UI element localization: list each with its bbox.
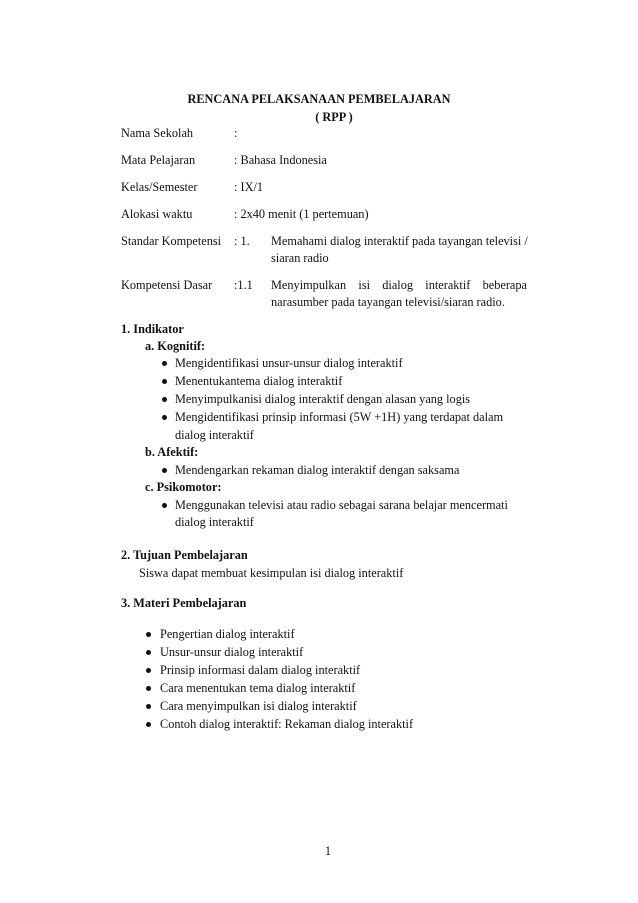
document-title: RENCANA PELAKSANAAN PEMBELAJARAN — [187, 92, 451, 106]
kognitif-item: Menyimpulkanisi dialog interaktif dengan alasan yang logis — [175, 392, 471, 406]
tujuan-text: Siswa dapat membuat kesimpulan isi dialog interaktif — [139, 566, 404, 580]
kognitif-item: Mengidentifikasi prinsip informasi (5W +1H) yang terdapat dalam — [175, 410, 504, 424]
kognitif-item: Menentukantema dialog interaktif — [175, 374, 343, 388]
materi-item: Cara menyimpulkan isi dialog interaktif — [160, 699, 357, 713]
page-number: 1 — [324, 844, 332, 858]
materi-item: Prinsip informasi dalam dialog interaktif — [160, 663, 361, 677]
tujuan-heading: 2. Tujuan Pembelajaran — [121, 548, 248, 562]
mata-pelajaran-label: Mata Pelajaran — [121, 153, 196, 167]
bullet-icon — [162, 397, 167, 402]
standar-kompetensi-text-cont: siaran radio — [271, 251, 329, 265]
bullet-icon — [146, 686, 151, 691]
document-subtitle: ( RPP ) — [315, 110, 353, 124]
mata-pelajaran-value: : Bahasa Indonesia — [234, 153, 327, 167]
bullet-icon — [146, 632, 151, 637]
alokasi-waktu-label: Alokasi waktu — [121, 207, 193, 221]
materi-item: Cara menentukan tema dialog interaktif — [160, 681, 356, 695]
alokasi-waktu-value: : 2x40 menit (1 pertemuan) — [234, 207, 369, 221]
kognitif-heading: a. Kognitif: — [145, 339, 206, 353]
psikomotor-item: Menggunakan televisi atau radio sebagai sarana belajar mencermati — [175, 498, 508, 512]
bullet-icon — [162, 415, 167, 420]
bullet-icon — [162, 379, 167, 384]
psikomotor-item-cont: dialog interaktif — [175, 515, 254, 529]
kelas-semester-value: : IX/1 — [234, 180, 264, 194]
indikator-heading: 1. Indikator — [121, 322, 184, 336]
kompetensi-dasar-number: :1.1 — [234, 278, 253, 292]
materi-item: Unsur-unsur dialog interaktif — [160, 645, 304, 659]
kognitif-item-cont: dialog interaktif — [175, 428, 254, 442]
afektif-item: Mendengarkan rekaman dialog interaktif dengan saksama — [175, 463, 460, 477]
nama-sekolah-label: Nama Sekolah — [121, 126, 194, 140]
kompetensi-dasar-text-cont: narasumber pada tayangan televisi/siaran radio. — [271, 295, 505, 309]
bullet-icon — [146, 650, 151, 655]
bullet-icon — [146, 704, 151, 709]
kognitif-item: Mengidentifikasi unsur-unsur dialog interaktif — [175, 356, 403, 370]
kompetensi-dasar-text: Menyimpulkan isi dialog interaktif beberapa — [271, 278, 527, 292]
afektif-heading: b. Afektif: — [145, 445, 199, 459]
bullet-icon — [162, 503, 167, 508]
materi-heading: 3. Materi Pembelajaran — [121, 596, 247, 610]
psikomotor-heading: c. Psikomotor: — [145, 480, 222, 494]
standar-kompetensi-number: : 1. — [234, 234, 250, 248]
materi-item: Contoh dialog interaktif: Rekaman dialog interaktif — [160, 717, 414, 731]
kelas-semester-label: Kelas/Semester — [121, 180, 198, 194]
nama-sekolah-value: : — [234, 126, 238, 140]
standar-kompetensi-text: Memahami dialog interaktif pada tayangan televisi / — [271, 234, 528, 248]
bullet-icon — [162, 361, 167, 366]
bullet-icon — [146, 668, 151, 673]
kompetensi-dasar-label: Kompetensi Dasar — [121, 278, 213, 292]
materi-item: Pengertian dialog interaktif — [160, 627, 295, 641]
bullet-icon — [162, 468, 167, 473]
standar-kompetensi-label: Standar Kompetensi — [121, 234, 222, 248]
bullet-icon — [146, 722, 151, 727]
